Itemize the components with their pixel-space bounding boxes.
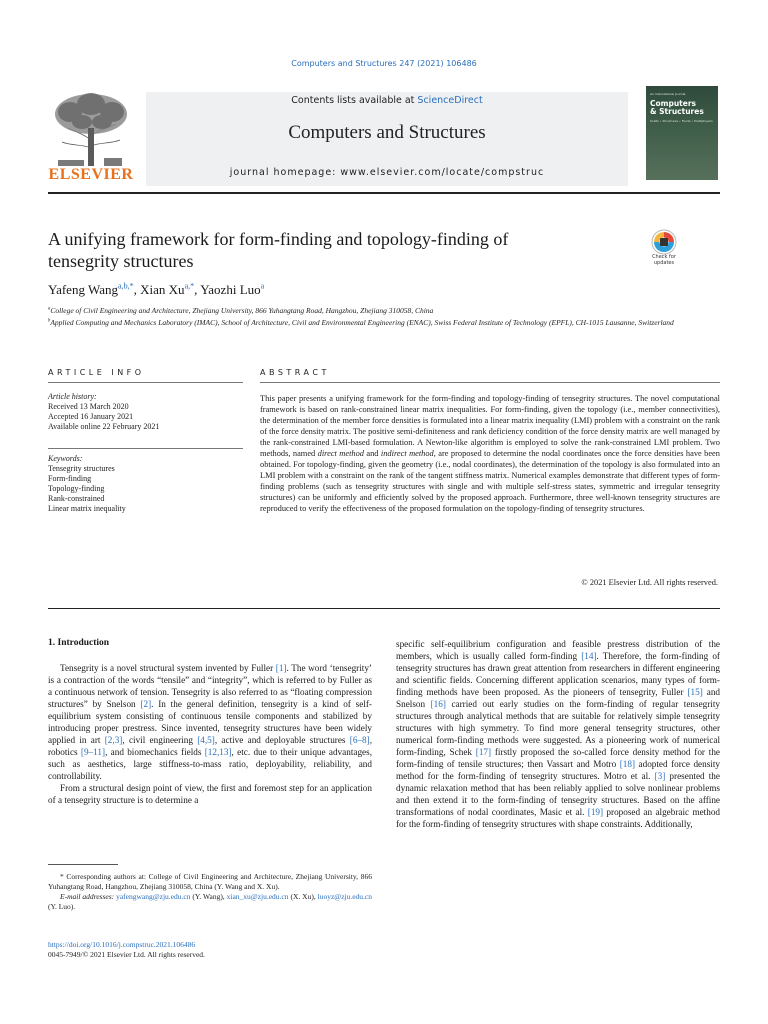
article-title: [48, 228, 588, 272]
cover-title-line1: Computers: [650, 99, 697, 108]
reference-link[interactable]: [19]: [587, 807, 604, 817]
affiliation-text: Applied Computing and Mechanics Laboratory (IMAC), School of Architecture, Civil and Environmental Engineering (ENAC), Swiss Federal Institute of Technology (EPFL), CH-1015 Lausanne, Switzerland: [50, 318, 674, 327]
intro-right-column: [396, 638, 720, 830]
email-owner: (Y. Luo).: [48, 902, 76, 911]
abstract-heading: ABSTRACT: [260, 368, 330, 377]
reference-link[interactable]: [1]: [275, 663, 287, 673]
keyword-item: Rank-constrained: [48, 494, 105, 503]
journal-cover-thumbnail[interactable]: [646, 86, 718, 180]
abstract-rule: [260, 382, 720, 383]
email-line: [48, 892, 372, 912]
reference-link[interactable]: [17]: [475, 747, 492, 757]
keyword-item: Form-finding: [48, 474, 92, 483]
issn-line: 0045-7949/© 2021 Elsevier Ltd. All rights reserved.: [48, 950, 205, 959]
contents-prefix: Contents lists available at: [291, 95, 418, 106]
affiliation-mark: a: [48, 306, 51, 312]
body-text: specific self-equilibrium configuration and feasible prestress distribution of the members, which is usually called form-finding: [396, 639, 720, 661]
journal-homepage[interactable]: journal homepage: www.elsevier.com/locate/compstruc: [229, 167, 545, 178]
affiliation-text: College of Civil Engineering and Architecture, Zhejiang University, 866 Yuhangtang Road, Hangzhou, Zhejiang 310058, China: [50, 306, 434, 315]
reference-link[interactable]: [2]: [140, 699, 152, 709]
footnote-rule: [48, 864, 118, 865]
info-divider: [48, 448, 243, 449]
cover-title-line2: & Structures: [650, 107, 704, 116]
body-text: firstly proposed the so-called force density method for the form-finding of tensile structures; then Vassart and Motro: [396, 747, 720, 769]
article-title-line1: A unifying framework for form-finding and topology-finding of: [48, 229, 509, 249]
reference-link[interactable]: [3]: [654, 771, 666, 781]
article-info-heading: ARTICLE INFO: [48, 368, 145, 377]
sciencedirect-link[interactable]: ScienceDirect: [417, 95, 483, 106]
author-name[interactable]: Yafeng Wang: [48, 282, 118, 297]
elsevier-tree-icon: [48, 90, 134, 168]
email-label: E-mail addresses:: [60, 892, 115, 901]
cover-title: [650, 100, 716, 116]
body-text: . The word ‘tensegrity’ is a contraction of the words “tensile” and “integrity”, which is referred to by Fuller as a continuous network of tension. Tensegrity is also referred to as “floating compression structures” by Snelson: [48, 663, 372, 709]
body-text: carried out early studies on the form-finding of regular tensegrity structures through analytical methods that are suitable for relatively simple tensegrity structures with high symmetry. To find more general tensegrity structures, other numerical form-finding methods were suggested. As a pioneering work of numerical form-finding, Schek: [396, 699, 720, 757]
keywords-label: Keywords:: [48, 454, 83, 463]
keyword-item: Topology-finding: [48, 484, 105, 493]
author-affil-mark[interactable]: a,*: [184, 281, 195, 291]
author-name[interactable]: Yaozhi Luo: [200, 282, 261, 297]
abstract-text: [260, 393, 720, 514]
abstract-part: This paper presents a unifying framework for the form-finding and topology-finding of tensegrity structures. The novel computational framework is based on rank-constrained linear matrix inequalities. For form-finding, given the topology (i.e., member connectivities), the determination of the member force densities is formulated into a linear matrix inequality (LMI) problem with a constraint on the rank of the force density matrix. The positive semi-definiteness and rank deficiency condition of the force density matrix are well managed by the rank-constrained LMI-based formulation. A Newton-like algorithm is employed to solve the rank-constrained LMI problem. Two methods, named: [260, 394, 720, 458]
reference-link[interactable]: [18]: [619, 759, 636, 769]
author-name[interactable]: Xian Xu: [140, 282, 185, 297]
body-text: Tensegrity is a novel structural system invented by Fuller: [60, 663, 276, 673]
abstract-emphasis: indirect method: [380, 449, 434, 458]
journal-title: Computers and Structures: [288, 122, 486, 143]
crossmark-label[interactable]: Check for updates: [652, 254, 676, 266]
author-separator: ,: [194, 282, 201, 297]
reference-link[interactable]: [9–11]: [80, 747, 106, 757]
journal-masthead: [48, 84, 720, 188]
abstract-emphasis: direct method: [317, 449, 364, 458]
affiliation-mark: b: [48, 318, 51, 324]
article-info-rule: [48, 382, 243, 383]
intro-left-column: [48, 662, 372, 806]
doi-link[interactable]: https://doi.org/10.1016/j.compstruc.2021.106486: [48, 940, 196, 949]
intro-paragraph: [48, 782, 372, 806]
keywords-block: [48, 454, 243, 514]
history-label: Article history:: [48, 392, 97, 401]
author-list: [48, 282, 264, 298]
body-text: . Therefore, the form-finding of tensegrity structures has drawn great attention from researchers in different engineering and scientific fields. Concerning different application scenarios, many types of form-finding methods have been proposed. As the pioneers of tensegrity, Fuller: [396, 651, 720, 697]
body-text: and Snelson: [396, 687, 721, 709]
intro-paragraph: [48, 662, 372, 782]
contents-line: [146, 95, 628, 106]
email-owner: (X. Xu),: [288, 892, 318, 901]
reference-link[interactable]: [4,5]: [197, 735, 215, 745]
body-text: presented the dynamic relaxation method that has been reliably applied to solve nonlinear problems and then extend it to the form-finding of tensegrity structures. Based on the affine transformations of nodal coordinates, Masic et al.: [396, 771, 720, 817]
reference-link[interactable]: [6–8]: [349, 735, 370, 745]
body-text: , civil engineering: [122, 735, 198, 745]
body-text: adopted force density method for the form-finding of tensegrity structures. Motro et al.: [396, 759, 720, 781]
body-text: proposed an algebraic method for the form-finding of tensegrity structures with shape constraints. Additionally,: [396, 807, 721, 829]
body-text: From a structural design point of view, the first and foremost step for an application of a tensegrity structure is to determine a: [48, 783, 372, 805]
article-title-line2: tensegrity structures: [48, 251, 194, 271]
journal-citation[interactable]: Computers and Structures 247 (2021) 106486: [291, 59, 477, 68]
abstract-copyright: © 2021 Elsevier Ltd. All rights reserved.: [581, 578, 718, 587]
history-received: Received 13 March 2020: [48, 402, 129, 411]
reference-link[interactable]: [14]: [581, 651, 597, 661]
author-affil-mark[interactable]: a,b,*: [117, 281, 134, 291]
author-separator: ,: [133, 282, 141, 297]
author-affil-mark[interactable]: a: [260, 281, 265, 291]
email-link[interactable]: yafengwang@zju.edu.cn: [116, 892, 191, 901]
intro-paragraph: [396, 638, 720, 830]
corresponding-footnote: [48, 872, 372, 912]
section-heading-introduction: 1. Introduction: [48, 638, 110, 648]
body-text: , etc. due to their unique advantages, such as aesthetics, large stiffness-to-mass ratio, deployability, reliability, and controllability.: [48, 747, 372, 781]
cover-subtitle: Solids • Structures • Fluids • Multiphysics: [650, 119, 713, 123]
body-text: , active and deployable structures: [214, 735, 350, 745]
publisher-name: ELSEVIER: [48, 166, 134, 183]
body-text: , robotics: [48, 735, 372, 757]
journal-band: [146, 92, 628, 186]
cover-small-text: An International Journal: [650, 92, 686, 96]
history-accepted: Accepted 16 January 2021: [48, 412, 134, 421]
keyword-item: Tensegrity structures: [48, 464, 115, 473]
body-text: . In the general definition, tensegrity is a kind of self-equilibrium system consisting of continuous tensile components and stabilized by introducing proper prestress. Since invented, tensegrity structures have been widely applied in art: [48, 699, 372, 745]
reference-link[interactable]: [2,3]: [104, 735, 123, 745]
email-link[interactable]: luoyz@zju.edu.cn: [317, 892, 373, 901]
reference-link[interactable]: [12,13]: [204, 747, 232, 757]
masthead-rule: [48, 192, 720, 194]
abstract-part: and: [363, 449, 381, 458]
affiliation-a: [48, 306, 720, 316]
reference-link[interactable]: [15]: [687, 687, 703, 697]
doi-block: [48, 940, 205, 960]
elsevier-logo: [48, 90, 134, 186]
email-owner: (Y. Wang),: [190, 892, 227, 901]
history-online: Available online 22 February 2021: [48, 422, 160, 431]
article-history: [48, 392, 243, 432]
corresponding-text: * Corresponding authors at: College of Civil Engineering and Architecture, Zhejiang University, 866 Yuhangtang Road, Hangzhou, Zhejiang 310058, China (Y. Wang and X. Xu).: [48, 872, 372, 891]
abstract-part: , are proposed to determine the nodal coordinates once the force densities have been obtained. For topology-finding, given the geometry (i.e., nodal coordinates), the determination of the topology is also formulated into an LMI problem with a constraint on the rank of the tangent stiffness matrix. Numerical examples demonstrate that different types of form-finding problems (such as tensegrity structures with single and with multiple self-stress states, symmetric and irregular tensegrity structures) can be uniformly and efficiently solved by the proposed approach. Furthermore, three well-known tensegrity structures are reproduced to verify the effectiveness of the proposed formulation on the topology-finding of tensegrity structures.: [260, 449, 720, 513]
abstract-bottom-rule: [48, 608, 720, 609]
body-text: , and biomechanics fields: [105, 747, 205, 757]
email-link[interactable]: xian_xu@zju.edu.cn: [226, 892, 289, 901]
affiliation-b: [48, 318, 720, 328]
reference-link[interactable]: [16]: [430, 699, 446, 709]
keyword-item: Linear matrix inequality: [48, 504, 126, 513]
